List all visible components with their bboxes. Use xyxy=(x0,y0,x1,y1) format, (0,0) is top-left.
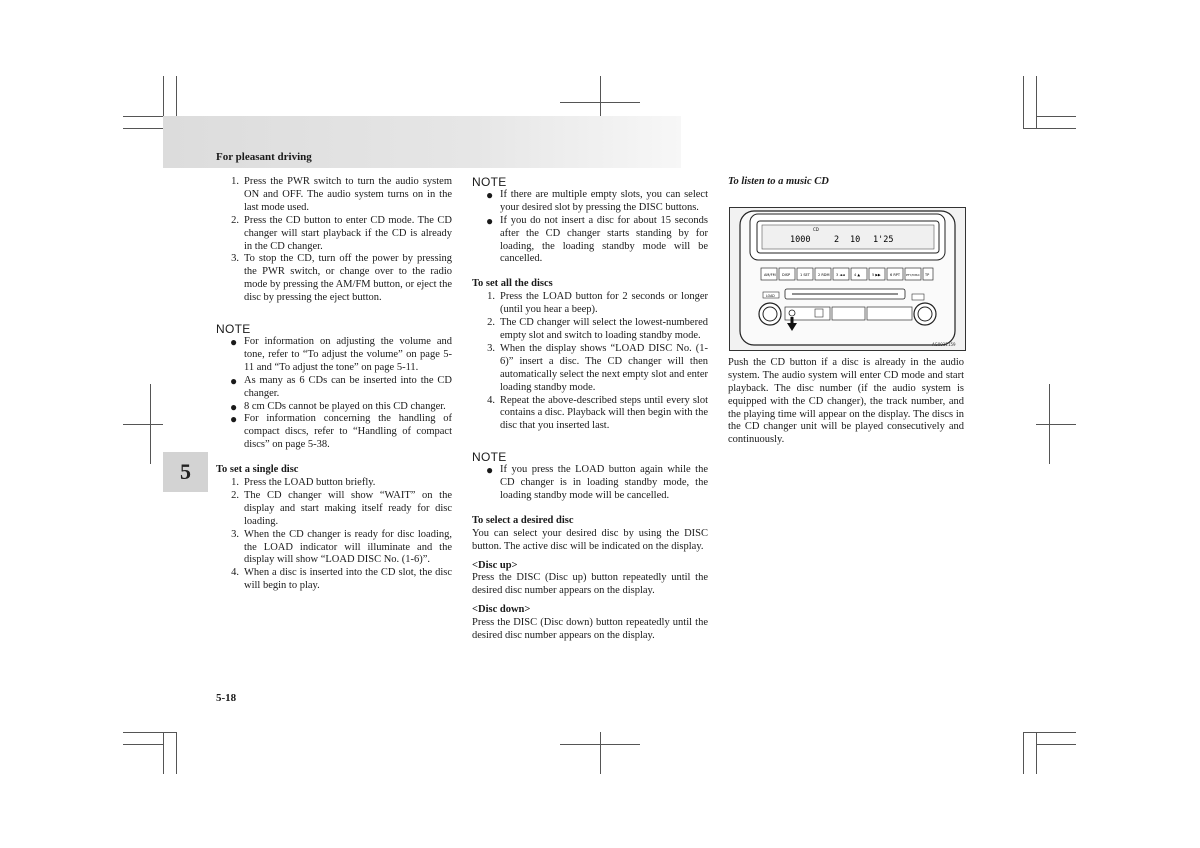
load-label: LOAD xyxy=(766,294,775,298)
subsection-heading: To set a single disc xyxy=(216,464,299,476)
list-item: 1. Press the LOAD button for 2 seconds or longer (until you hear a beep). xyxy=(487,291,708,316)
list-item: 2. The CD changer will show “WAIT” on the display and start making itself ready for disc loading. xyxy=(231,489,452,527)
subsection-heading: To select a desired disc xyxy=(472,514,574,526)
svg-text:TP: TP xyxy=(925,273,930,277)
crop-mark xyxy=(163,732,164,774)
preset-buttons xyxy=(761,268,933,280)
bullet-icon: ● xyxy=(486,187,494,202)
crop-mark xyxy=(1036,116,1076,117)
chapter-tab xyxy=(163,452,208,492)
crop-mark xyxy=(1023,732,1076,733)
paragraph: Press the DISC (Disc up) button repeatedly until the desired disc number appears on the display. xyxy=(472,572,708,597)
figure-code: AG0012159 xyxy=(932,342,956,347)
note-heading: NOTE xyxy=(216,322,251,337)
paragraph: You can select your desired disc by using the DISC button. The active disc will be indicated on the display. xyxy=(472,527,708,552)
note-item: ● For information concerning the handling of compact discs, refer to “Handling of compact discs” on page 5-38. xyxy=(216,413,452,452)
subsection-heading: <Disc down> xyxy=(472,604,531,616)
svg-text:4 ▲: 4 ▲ xyxy=(854,273,861,277)
side-mark xyxy=(1036,424,1076,425)
center-mark xyxy=(600,732,601,774)
crop-mark xyxy=(1036,732,1037,774)
crop-mark xyxy=(123,744,163,745)
list-item: 1. Press the PWR switch to turn the audio system ON and OFF. The audio system turns on in the last mode used. xyxy=(231,176,452,213)
crop-mark xyxy=(176,732,177,774)
display-track: 10 xyxy=(850,235,861,245)
note-item: ● If there are multiple empty slots, you can select your desired slot by pressing the DISC buttons. xyxy=(472,189,708,215)
svg-text:2 RDM: 2 RDM xyxy=(818,273,830,277)
bullet-icon: ● xyxy=(486,463,494,478)
crop-mark xyxy=(123,116,163,117)
bullet-icon: ● xyxy=(486,213,494,228)
svg-text:DISP: DISP xyxy=(782,273,791,277)
list-item: 3. When the CD changer is ready for disc loading, the LOAD indicator will illuminate and the display will show “LOAD DISC No. (1-6)”. xyxy=(231,528,452,566)
svg-text:3 ◄◄: 3 ◄◄ xyxy=(836,273,845,277)
chapter-number: 5 xyxy=(180,459,191,484)
paragraph: Push the CD button if a disc is already in the audio system. The audio system will enter CD mode and start playback. The disc number (if the audio system is equipped with the CD changer), the track number, and the playing time will appear on the display. The discs in the CD changer unit will be played consecutively and continuously. xyxy=(728,356,964,446)
list-item: 4. Repeat the above-described steps until every slot contains a disc. Playback will then begin with the disc that you inserted last. xyxy=(487,394,708,432)
display-left: 1000 xyxy=(790,235,811,245)
list-item: 4. When a disc is inserted into the CD slot, the disc will begin to play. xyxy=(231,567,452,592)
center-mark xyxy=(560,744,640,745)
page-number: 5-18 xyxy=(216,692,237,704)
bullet-icon: ● xyxy=(230,334,238,349)
audio-unit-figure xyxy=(729,207,966,351)
side-mark xyxy=(123,424,163,425)
note-item: ● For information on adjusting the volume and tone, refer to “To adjust the volume” on page 5-11 and “To adjust the tone” on page 5-11. xyxy=(216,336,452,375)
crop-mark xyxy=(1023,76,1024,128)
section-title: For pleasant driving xyxy=(216,151,312,163)
svg-text:PTY/DISC: PTY/DISC xyxy=(906,273,920,277)
list-item: 3. When the display shows “LOAD DISC No. (1-6)” insert a disc. The CD changer will then automatically select the next empty slot and enter loading standby mode. xyxy=(487,342,708,393)
note-heading: NOTE xyxy=(472,450,507,465)
svg-text:1 SET: 1 SET xyxy=(800,273,810,277)
single-disc-steps xyxy=(216,477,452,593)
center-mark xyxy=(560,102,640,103)
svg-text:5 ▶▶: 5 ▶▶ xyxy=(872,273,881,277)
list-item: 3. To stop the CD, turn off the power by pressing the PWR switch, or change over to the radio mode by pressing the AM/FM button, or eject the disc by pressing the eject button. xyxy=(231,253,452,304)
svg-text:AM/FM: AM/FM xyxy=(764,273,776,277)
crop-mark xyxy=(1023,732,1024,774)
bullet-icon: ● xyxy=(230,399,238,414)
bullet-icon: ● xyxy=(230,373,238,388)
note-heading: NOTE xyxy=(472,175,507,189)
display-cd-label: CD xyxy=(813,227,819,232)
crop-mark xyxy=(1036,76,1037,128)
note-item: ● If you press the LOAD button again while the CD changer is in loading standby mode, the loading standby mode will be cancelled. xyxy=(472,464,708,503)
display-time: 1'25 xyxy=(873,235,894,245)
paragraph: Press the DISC (Disc down) button repeatedly until the desired disc number appears on the display. xyxy=(472,617,708,642)
bullet-icon: ● xyxy=(230,412,238,427)
note-item: ● 8 cm CDs cannot be played on this CD changer. xyxy=(216,401,452,414)
column-1 xyxy=(216,176,452,593)
crop-mark xyxy=(123,732,176,733)
all-discs-steps xyxy=(472,291,708,433)
note-item: ● If you do not insert a disc for about 15 seconds after the CD changer starts standing by for loading, the loading standby mode will be cancelled. xyxy=(472,215,708,267)
intro-steps xyxy=(216,176,452,305)
list-item: 1. Press the LOAD button briefly. xyxy=(231,477,376,489)
column-2 xyxy=(472,176,708,643)
subsection-heading: <Disc up> xyxy=(472,559,518,571)
list-item: 2. Press the CD button to enter CD mode. The CD changer will start playback if the CD is already in the CD changer. xyxy=(231,214,452,252)
list-item: 2. The CD changer will select the lowest-numbered empty slot and switch to loading standby mode. xyxy=(487,317,708,341)
note-item: ● As many as 6 CDs can be inserted into the CD changer. xyxy=(216,375,452,401)
display-disc: 2 xyxy=(834,235,840,245)
figure-title: To listen to a music CD xyxy=(728,176,829,187)
svg-text:6 RPT: 6 RPT xyxy=(890,273,901,277)
subsection-heading: To set all the discs xyxy=(472,278,553,290)
audio-unit-illustration xyxy=(730,208,965,350)
crop-mark xyxy=(1036,744,1076,745)
crop-mark xyxy=(1023,128,1076,129)
